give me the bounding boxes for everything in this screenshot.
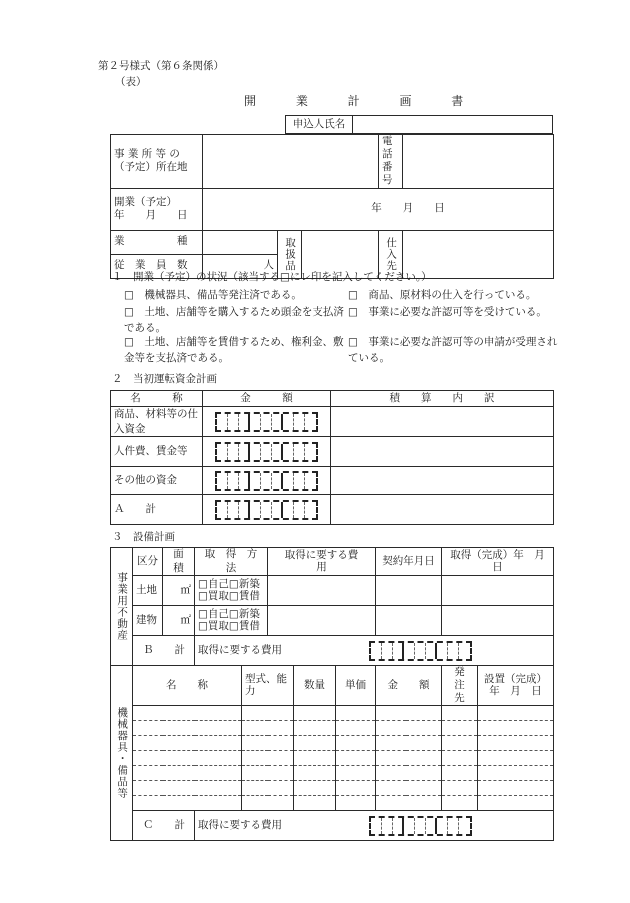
amount-digit-box [215, 442, 318, 462]
status-item-3[interactable]: □ 土地、店舗等を購入するため頭金を支払済である。 [124, 306, 344, 335]
amount-digit-box [215, 412, 318, 432]
eq-header-supplier: 発 注 先 [442, 666, 478, 706]
status-item-1[interactable]: □ 機械器具、備品等発注済である。 [124, 289, 302, 301]
wc-row-other-breakdown[interactable] [331, 467, 554, 495]
eq-cell-amount[interactable] [376, 781, 442, 796]
eq-cell-date[interactable] [478, 766, 554, 781]
re-row-building-cost[interactable] [268, 606, 376, 636]
re-row-building-method-line2[interactable]: □買取□賃借 [198, 619, 260, 632]
form-number: 第２号様式（第６条関係） [98, 60, 224, 72]
eq-cell-name[interactable] [133, 706, 242, 721]
re-row-building-method-line1[interactable]: □自己□新築 [198, 607, 260, 620]
phone-label-line1: 電話 [382, 135, 393, 161]
b-total-label: Ｂ 計 [133, 636, 195, 666]
wc-row-labor-amount[interactable] [203, 437, 331, 467]
eq-cell-name[interactable] [133, 766, 242, 781]
eq-cell-amount[interactable] [376, 766, 442, 781]
eq-cell-price[interactable] [336, 721, 376, 736]
eq-cell-supplier[interactable] [442, 736, 478, 751]
eq-cell-amount[interactable] [376, 706, 442, 721]
industry-label: 業 種 [111, 230, 203, 254]
phone-label-line2: 番号 [382, 161, 393, 187]
eq-row [111, 766, 554, 781]
wc-row-labor-label: 人件費、賃金等 [111, 437, 203, 467]
eq-header-qty: 数量 [294, 666, 336, 706]
opening-date-field[interactable] [203, 188, 554, 230]
eq-cell-qty[interactable] [294, 766, 336, 781]
b-total-amount[interactable] [336, 636, 554, 666]
eq-cell-price[interactable] [336, 766, 376, 781]
c-total-amount[interactable] [336, 811, 554, 841]
wc-header-name: 名 称 [111, 391, 203, 407]
eq-cell-model[interactable] [242, 721, 294, 736]
form-side-label: （表） [115, 76, 147, 88]
suppliers-label-text: 仕入先 [385, 236, 398, 272]
eq-header-price: 単価 [336, 666, 376, 706]
re-row-building-area[interactable] [163, 606, 195, 636]
eq-cell-qty[interactable] [294, 736, 336, 751]
eq-cell-amount[interactable] [376, 751, 442, 766]
eq-cell-name[interactable] [133, 736, 242, 751]
phone-field[interactable] [403, 135, 554, 189]
eq-cell-model[interactable] [242, 796, 294, 811]
eq-cell-price[interactable] [336, 781, 376, 796]
eq-cell-supplier[interactable] [442, 751, 478, 766]
office-label [111, 135, 203, 189]
wc-row-total-amount[interactable] [203, 495, 331, 525]
re-header-method: 取 得 方 法 [195, 548, 268, 576]
re-row-land-completion[interactable] [442, 576, 554, 606]
wc-row-total-breakdown[interactable] [331, 495, 554, 525]
re-row-building-completion[interactable] [442, 606, 554, 636]
eq-cell-supplier[interactable] [442, 781, 478, 796]
office-label-line1: 事 業 所 等 の [114, 148, 180, 161]
equipment-side-label [111, 666, 133, 841]
opening-date-text: 年 月 日 [371, 202, 445, 215]
eq-cell-amount[interactable] [376, 736, 442, 751]
wc-header-breakdown: 積 算 内 訳 [331, 391, 554, 407]
eq-cell-date[interactable] [478, 706, 554, 721]
eq-row [111, 706, 554, 721]
eq-cell-price[interactable] [336, 706, 376, 721]
applicant-name-field[interactable] [353, 116, 553, 134]
re-row-land-contract[interactable] [376, 576, 442, 606]
products-label-text: 取扱品 [284, 236, 297, 272]
eq-cell-price[interactable] [336, 751, 376, 766]
eq-cell-name[interactable] [133, 751, 242, 766]
equipment-side-text: 機械器具・備品等 [116, 707, 129, 800]
re-row-building-kind: 建物 [133, 606, 163, 636]
eq-cell-model[interactable] [242, 766, 294, 781]
eq-cell-model[interactable] [242, 736, 294, 751]
wc-row-purchase-breakdown[interactable] [331, 407, 554, 437]
working-capital-table [110, 390, 554, 525]
area-unit: ㎡ [180, 583, 191, 596]
eq-cell-supplier[interactable] [442, 706, 478, 721]
re-row-land-cost[interactable] [268, 576, 376, 606]
applicant-table [285, 115, 553, 134]
opening-label-line2: 年 月 日 [114, 209, 188, 221]
info-table [110, 134, 554, 279]
phone-label [379, 135, 403, 189]
re-row-land-kind: 土地 [133, 576, 163, 606]
eq-row [111, 781, 554, 796]
eq-cell-model[interactable] [242, 751, 294, 766]
eq-cell-model[interactable] [242, 706, 294, 721]
re-row-land-method[interactable] [195, 576, 268, 606]
wc-row-purchase-amount[interactable] [203, 407, 331, 437]
eq-cell-date[interactable] [478, 781, 554, 796]
re-row-land-area[interactable] [163, 576, 195, 606]
wc-row-other-label: その他の資金 [111, 467, 203, 495]
re-header-contract: 契約年月日 [376, 548, 442, 576]
office-label-line2: （予定）所在地 [114, 161, 188, 174]
amount-digit-box [369, 816, 472, 836]
page-title: 開 業 計 画 書 [244, 94, 482, 108]
realestate-side-text: 事業用不動産 [116, 572, 129, 641]
eq-cell-amount[interactable] [376, 796, 442, 811]
re-header-cost: 取得に要する費 用 [268, 548, 376, 576]
eq-cell-model[interactable] [242, 781, 294, 796]
status-item-6[interactable]: □ 事業に必要な許認可等の申請が受理されている。 [348, 336, 558, 365]
section3-title: ３ 設備計画 [112, 531, 175, 543]
opening-label [111, 188, 203, 230]
status-item-4[interactable]: □ 事業に必要な許認可等を受けている。 [348, 306, 547, 318]
eq-cell-name[interactable] [133, 721, 242, 736]
eq-cell-supplier[interactable] [442, 766, 478, 781]
eq-cell-qty[interactable] [294, 796, 336, 811]
industry-field[interactable] [203, 230, 278, 254]
eq-header-model: 型式、能 力 [242, 666, 294, 706]
employees-unit: 人 [263, 259, 274, 272]
eq-cell-qty[interactable] [294, 721, 336, 736]
eq-header-completion: 設置（完成）年 月 日 [478, 666, 554, 706]
wc-row-other-amount[interactable] [203, 467, 331, 495]
eq-cell-price[interactable] [336, 796, 376, 811]
status-item-5[interactable]: □ 土地、店舗等を賃借するため、権利金、敷金等を支払済である。 [124, 336, 344, 365]
re-header-kind: 区分 [133, 548, 163, 576]
eq-cell-name[interactable] [133, 781, 242, 796]
wc-row-total-label: Ａ 計 [111, 495, 203, 525]
eq-cell-date[interactable] [478, 721, 554, 736]
eq-cell-name[interactable] [133, 796, 242, 811]
section2-title: ２ 当初運転資金計画 [112, 373, 217, 385]
c-total-label: Ｃ 計 [133, 811, 195, 841]
c-total-cost-label: 取得に要する費用 [195, 811, 336, 841]
status-item-2[interactable]: □ 商品、原材料の仕入を行っている。 [348, 289, 537, 301]
wc-row-labor-breakdown[interactable] [331, 437, 554, 467]
eq-row [111, 721, 554, 736]
amount-digit-box [215, 471, 318, 491]
eq-cell-price[interactable] [336, 736, 376, 751]
eq-row [111, 736, 554, 751]
re-header-area: 面 積 [163, 548, 195, 576]
area-unit: ㎡ [180, 613, 191, 626]
eq-cell-qty[interactable] [294, 781, 336, 796]
b-total-cost-label: 取得に要する費用 [195, 636, 336, 666]
section1-title: １ 開業（予定）の状況（該当する□にレ印を記入してください。） [112, 271, 432, 283]
re-row-building-method[interactable] [195, 606, 268, 636]
eq-cell-supplier[interactable] [442, 721, 478, 736]
eq-cell-supplier[interactable] [442, 796, 478, 811]
applicant-label: 申込人氏名 [286, 116, 353, 134]
eq-cell-date[interactable] [478, 796, 554, 811]
eq-header-name: 名 称 [133, 666, 242, 706]
re-header-completion: 取得（完成）年 月 日 [442, 548, 554, 576]
eq-cell-amount[interactable] [376, 721, 442, 736]
eq-row [111, 796, 554, 811]
employees-label: 従 業 員 数 [111, 254, 203, 278]
opening-label-line1: 開業（予定） [114, 195, 177, 208]
re-row-land-method-line1[interactable]: □自己□新築 [198, 577, 260, 590]
wc-header-amount: 金 額 [203, 391, 331, 407]
re-row-land-method-line2[interactable]: □買取□賃借 [198, 589, 260, 602]
realestate-side-label [111, 548, 133, 666]
re-row-building-contract[interactable] [376, 606, 442, 636]
office-address-field[interactable] [203, 135, 379, 189]
eq-cell-date[interactable] [478, 751, 554, 766]
amount-digit-box [215, 500, 318, 520]
eq-row [111, 751, 554, 766]
equipment-plan-table [110, 547, 554, 841]
amount-digit-box [369, 641, 472, 661]
eq-header-amount: 金 額 [376, 666, 442, 706]
eq-cell-qty[interactable] [294, 751, 336, 766]
eq-cell-qty[interactable] [294, 706, 336, 721]
eq-cell-date[interactable] [478, 736, 554, 751]
wc-row-purchase-label: 商品、材料等の仕入資金 [111, 407, 203, 437]
